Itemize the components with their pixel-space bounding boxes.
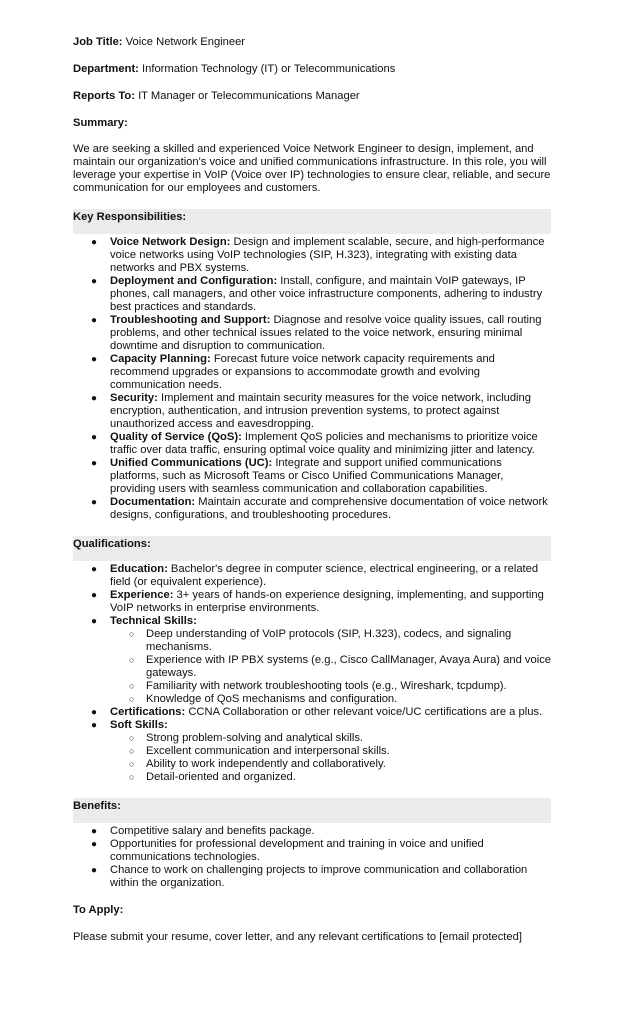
list-item: ● Soft Skills: ○ Strong problem-solving and analytical skills. ○ Excellent communication and interpersonal skills. ○ Ability to work independently and collaboratively. ○ Detail-oriented and organized. [110, 719, 551, 784]
job-title-value: Voice Network Engineer [125, 36, 246, 48]
list-item: ● Capacity Planning: Forecast future voice network capacity requirements and recommend upgrades or expansions to accommodate growth and evolving communication needs. [91, 353, 495, 391]
department-value: Information Technology (IT) or Telecommunications [142, 63, 396, 75]
responsibilities-list [73, 236, 551, 522]
job-description-document [73, 36, 551, 944]
list-item: ● Technical Skills: ○ Deep understanding of VoIP protocols (SIP, H.323), codecs, and signaling mechanisms. ○ Experience with IP PBX systems (e.g., Cisco CallManager, Avaya Aura) and voice gateways. ○ Familiarity with network troubleshooting tools (e.g., Wireshark, tcpdump). ○ Knowledge of QoS mechanisms and configuration. [91, 615, 552, 705]
list-item: ● Opportunities for professional development and training in voice and unified communications technologies. [91, 838, 484, 863]
reports-to-line [73, 90, 551, 103]
qualifications-heading: Qualifications: [73, 536, 551, 561]
benefits-list [73, 825, 551, 890]
list-item: ● Unified Communications (UC): Integrate and support unified communications platforms, such as Microsoft Teams or Cisco Unified Communications Manager, providing users with seamless communication and collaboration capabilities. [91, 457, 504, 495]
apply-heading: To Apply: [73, 904, 124, 916]
job-title-line [73, 36, 551, 49]
soft-skills-sublist [110, 732, 551, 784]
summary-text: We are seeking a skilled and experienced Voice Network Engineer to design, implement, and maintain our organization's voice and unified communications infrastructure. In this role, you will leverage your expertise in VoIP (Voice over IP) technologies to ensure clear, reliable, and secure communication for our employees and customers. [73, 143, 551, 194]
sub-list-item: ○ Excellent communication and interpersonal skills. [129, 745, 390, 757]
list-item: ● Voice Network Design: Design and implement scalable, secure, and high-performance voice networks using VoIP technologies (SIP, H.323), integrating with existing data networks and PBX systems. [91, 236, 545, 274]
apply-text: Please submit your resume, cover letter, and any relevant certifications to [email protected] [73, 931, 522, 943]
sub-list-item: ○ Strong problem-solving and analytical skills. [129, 732, 364, 744]
list-item: ● Experience: 3+ years of hands-on experience designing, implementing, and supporting VoIP networks in enterprise environments. [91, 589, 544, 614]
reports-to-label: Reports To: [73, 90, 135, 102]
technical-skills-sublist [110, 628, 551, 706]
list-item: ● Education: Bachelor's degree in computer science, electrical engineering, or a related field (or equivalent experience). [91, 563, 539, 588]
list-item: ● Quality of Service (QoS): Implement QoS policies and mechanisms to prioritize voice traffic over data traffic, ensuring optimal voice quality and minimizing jitter and latency. [91, 431, 538, 456]
list-item: ● Troubleshooting and Support: Diagnose and resolve voice quality issues, call routing problems, and other technical issues related to the voice network, ensuring minimal downtime and disruption to communication. [91, 314, 542, 352]
sub-list-item: ○ Detail-oriented and organized. [129, 771, 296, 783]
sub-list-item: ○ Experience with IP PBX systems (e.g., Cisco CallManager, Avaya Aura) and voice gateways. [129, 654, 552, 679]
list-item: ● Documentation: Maintain accurate and comprehensive documentation of voice network designs, configurations, and troubleshooting procedures. [91, 496, 548, 521]
sub-list-item: ○ Familiarity with network troubleshooting tools (e.g., Wireshark, tcpdump). [129, 680, 507, 692]
list-item: ● Competitive salary and benefits package. [91, 825, 315, 837]
list-item: ● Certifications: CCNA Collaboration or other relevant voice/UC certifications are a plus. [91, 706, 543, 718]
responsibilities-heading: Key Responsibilities: [73, 209, 551, 234]
list-item: ● Chance to work on challenging projects to improve communication and collaboration within the organization. [91, 864, 528, 889]
summary-heading: Summary: [73, 117, 128, 129]
reports-to-value: IT Manager or Telecommunications Manager [138, 90, 360, 102]
sub-list-item: ○ Ability to work independently and collaboratively. [129, 758, 386, 770]
sub-list-item: ○ Knowledge of QoS mechanisms and configuration. [129, 693, 398, 705]
benefits-heading: Benefits: [73, 798, 551, 823]
department-label: Department: [73, 63, 139, 75]
department-line [73, 63, 551, 76]
list-item: ● Deployment and Configuration: Install, configure, and maintain VoIP gateways, IP phones, call managers, and other voice infrastructure components, adhering to industry best practices and standards. [91, 275, 543, 313]
qualifications-list [73, 563, 551, 784]
sub-list-item: ○ Deep understanding of VoIP protocols (SIP, H.323), codecs, and signaling mechanisms. [129, 628, 512, 653]
list-item: ● Security: Implement and maintain security measures for the voice network, including encryption, authentication, and intrusion prevention systems, to protect against unauthorized access and eavesdropping. [91, 392, 531, 430]
job-title-label: Job Title: [73, 36, 123, 48]
